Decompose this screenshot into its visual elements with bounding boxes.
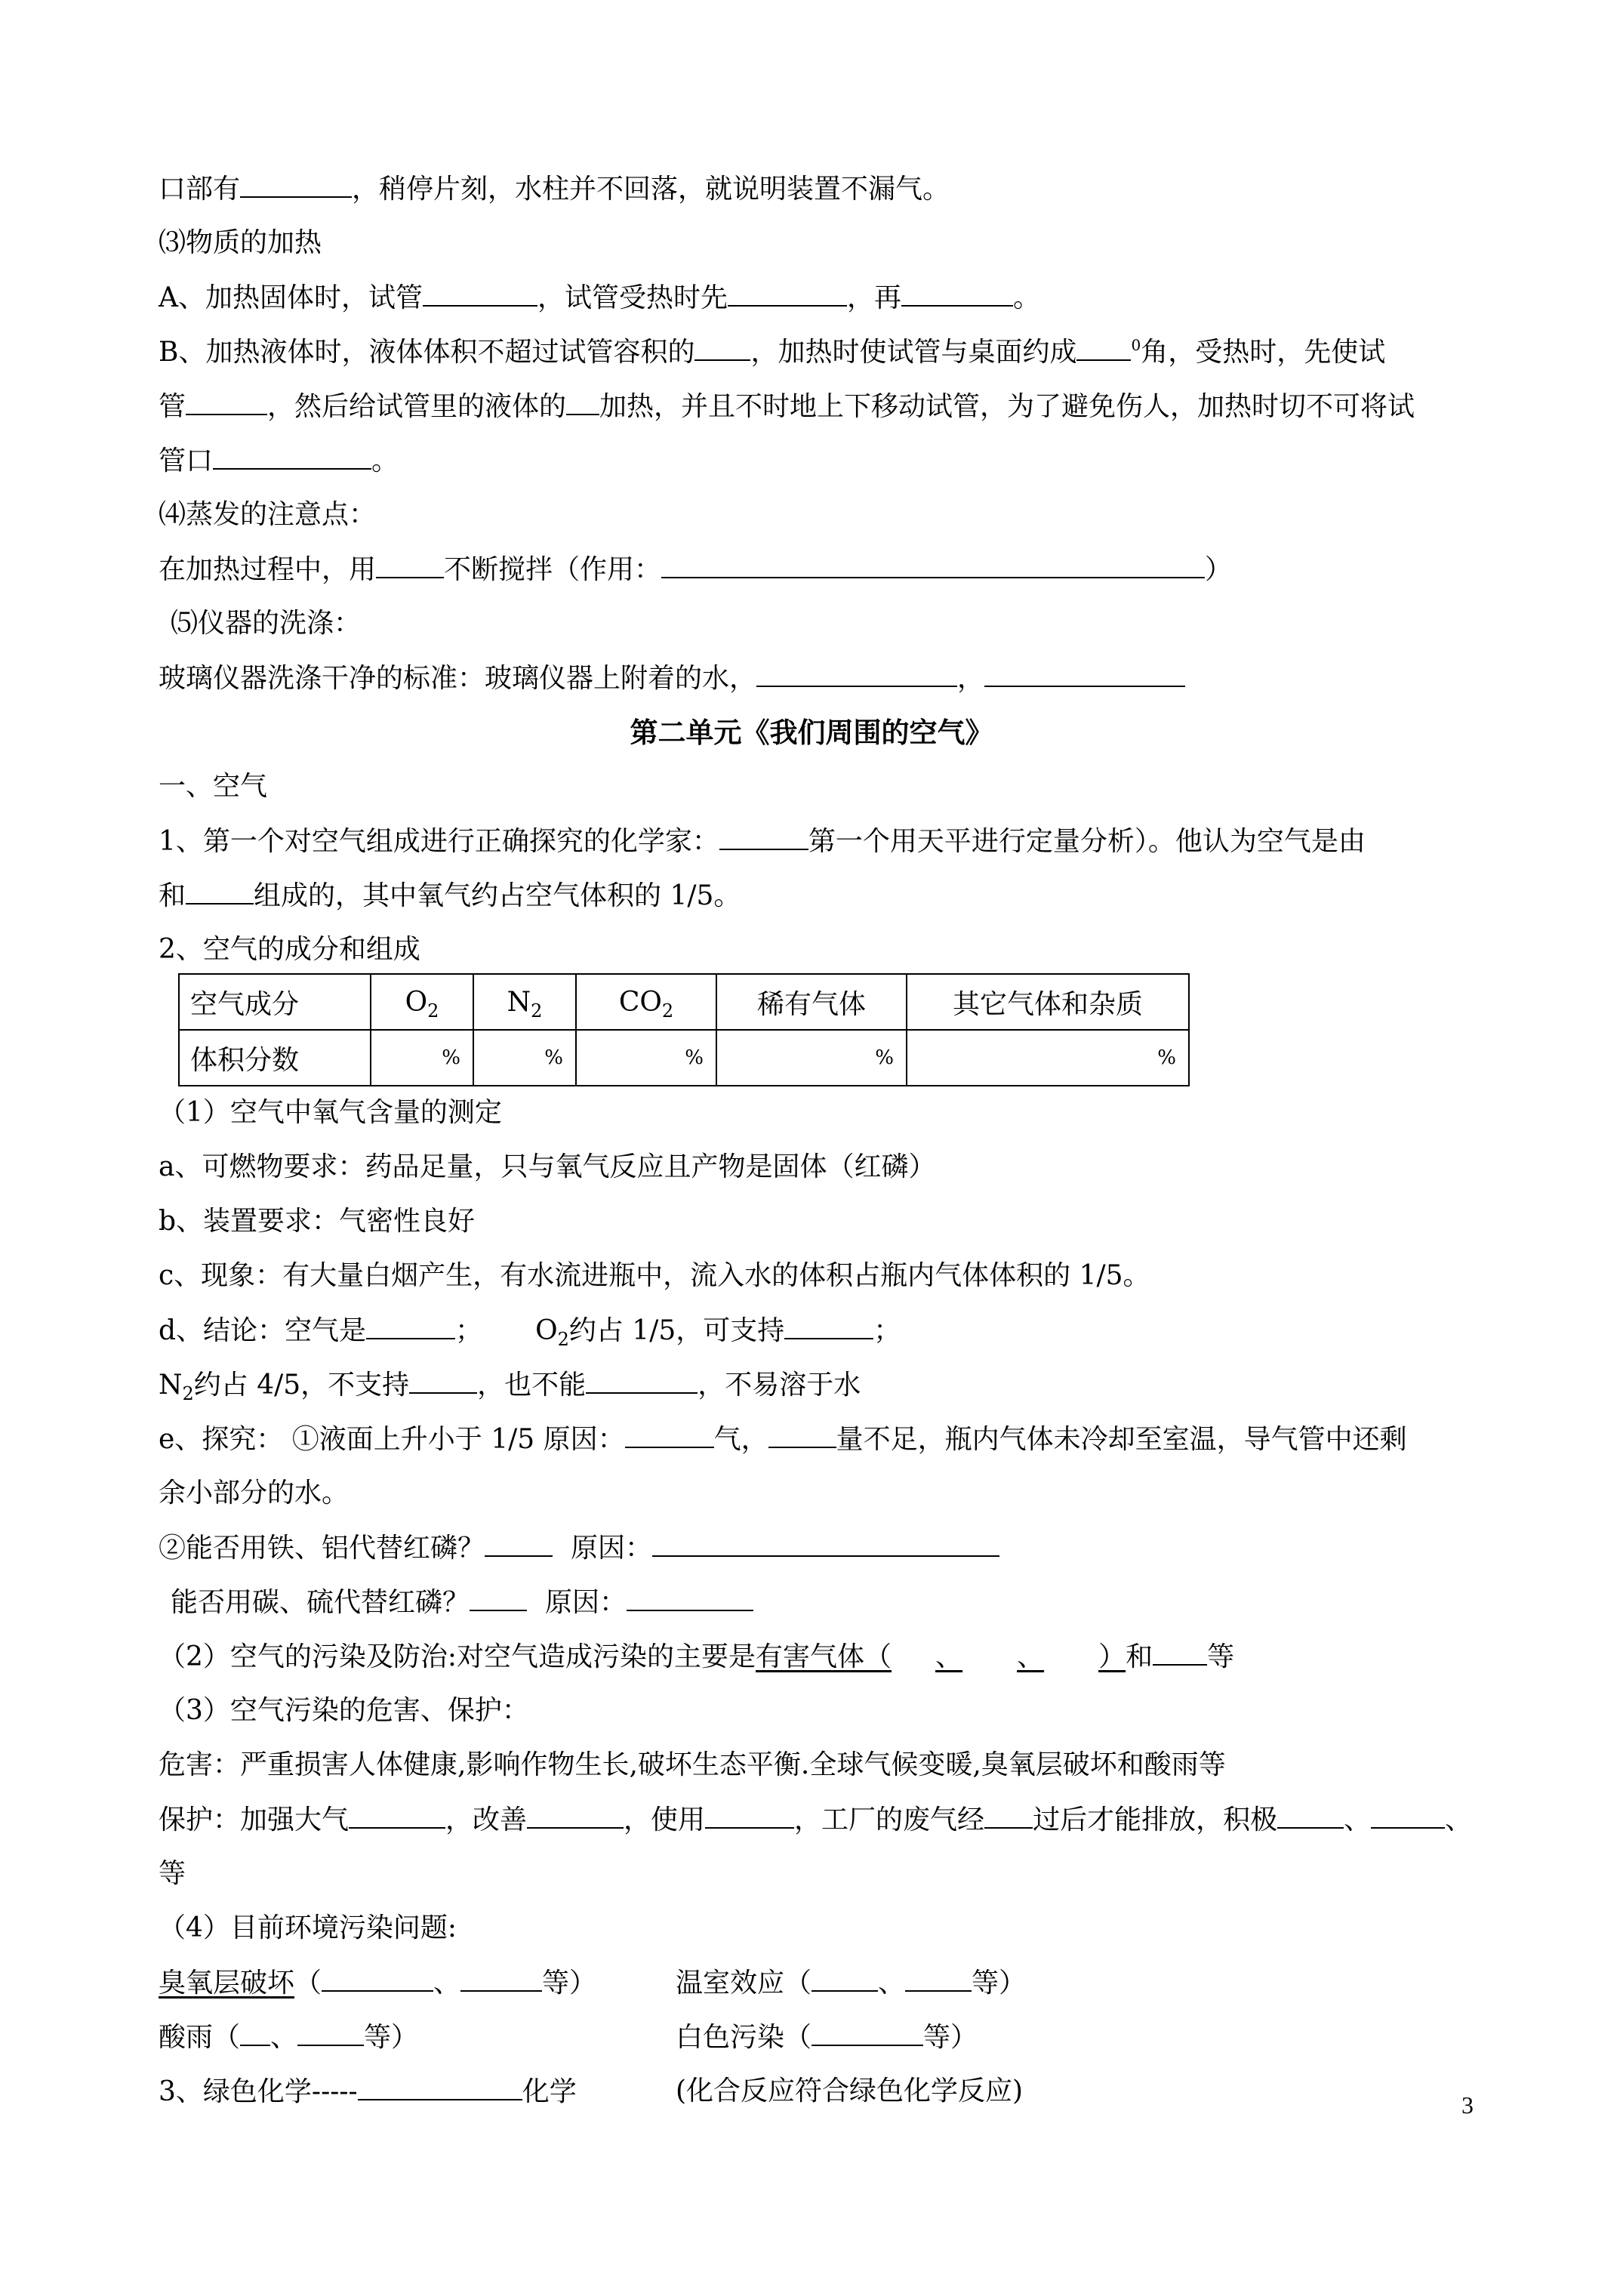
text-line: ②能否用铁、铝代替红磷？ 原因： <box>159 1530 1578 1567</box>
blank <box>297 2019 364 2046</box>
blank <box>652 1530 999 1557</box>
blank <box>376 551 444 578</box>
text-line: A、加热固体时，试管 ，试管受热时先 ，再 。 <box>159 279 1578 316</box>
air-composition-table <box>178 973 1190 1086</box>
blank <box>470 1584 527 1611</box>
blank <box>409 1367 477 1394</box>
text-line: 白色污染（ 等） <box>676 2019 1578 2056</box>
blank <box>213 442 371 470</box>
blank <box>768 1421 836 1448</box>
blank <box>984 1801 1033 1829</box>
blank <box>240 171 352 198</box>
table-header-cell: $O_2$ <box>371 974 473 1030</box>
section-heading: ⑶物质的加热 <box>159 227 322 258</box>
section-heading: ⑸仪器的洗涤： <box>171 608 362 639</box>
section-heading: （3）空气污染的危害、保护： <box>159 1695 529 1726</box>
text-line: 温室效应（ 、 等） <box>676 1965 1578 2002</box>
section-heading: （4）目前环境污染问题: <box>159 1912 457 1943</box>
blank <box>322 1965 433 1992</box>
blank <box>1153 1638 1207 1666</box>
table-cell: % <box>371 1030 473 1086</box>
table-header-cell: 空气成分 <box>179 974 371 1030</box>
blank <box>349 1801 445 1829</box>
blank <box>728 279 847 307</box>
blank <box>694 334 750 361</box>
blank <box>1076 334 1131 361</box>
text-line: 在加热过程中，用 不断搅拌（作用： ） <box>159 551 1578 588</box>
blank <box>240 2019 270 2046</box>
blank <box>812 1965 878 1992</box>
text-line: （2）空气的污染及防治:对空气造成污染的主要是有害气体（ 、 、 ）和 等 <box>159 1638 1578 1675</box>
blank <box>901 279 1013 307</box>
text-line: 3、绿色化学----- 化学 <box>159 2073 1578 2110</box>
blank <box>186 877 254 905</box>
text-line: 口部有 ，稍停片刻，水柱并不回落，就说明装置不漏气。 <box>159 171 1578 208</box>
blank <box>527 1801 624 1829</box>
blank <box>586 1367 698 1394</box>
table-cell: 体积分数 <box>179 1030 371 1086</box>
text-line: d、结论：空气是 ； $O_2$约占 1/5，可支持 ； <box>159 1312 1578 1349</box>
blank <box>705 1801 794 1829</box>
table-cell: % <box>907 1030 1189 1086</box>
text-line: 管口 。 <box>159 442 1578 479</box>
table-row <box>179 974 1189 1030</box>
unit-title: 第二单元《我们周围的空气》 <box>630 716 993 749</box>
text-line: 1、第一个对空气组成进行正确探究的化学家： 第一个用天平进行定量分析）。他认为空气是由 <box>159 823 1578 860</box>
blank <box>186 388 267 415</box>
underlined-text: 臭氧层破坏 <box>159 1968 295 1999</box>
text-line: a、可燃物要求：药品足量，只与氧气反应且产物是固体（红磷） <box>159 1151 936 1182</box>
blank <box>905 1965 972 1992</box>
text-line: b、装置要求：气密性良好 <box>159 1206 476 1237</box>
blank <box>756 660 957 687</box>
table-row <box>179 1030 1189 1086</box>
table-header-cell: 稀有气体 <box>716 974 907 1030</box>
text-line: 玻璃仪器洗涤干净的标准：玻璃仪器上附着的水， ， <box>159 660 1578 697</box>
blank <box>625 1421 714 1448</box>
table-header-cell: 其它气体和杂质 <box>907 974 1189 1030</box>
blank <box>1277 1801 1344 1829</box>
text-line: 危害：严重损害人体健康,影响作物生长,破坏生态平衡.全球气候变暖,臭氧层破坏和酸雨等 <box>159 1749 1226 1780</box>
text-line: 等 <box>159 1858 186 1889</box>
table-header-cell: $N_2$ <box>473 974 576 1030</box>
text-line: 余小部分的水。 <box>159 1478 350 1509</box>
text-line: 能否用碳、硫代替红磷？ 原因： <box>171 1584 1578 1621</box>
text-line: B、加热液体时，液体体积不超过试管容积的 ，加热时使试管与桌面约成 $^0$角，受热时，先使试 <box>159 334 1578 371</box>
blank <box>358 2073 522 2100</box>
table-header-cell: $CO_2$ <box>576 974 716 1030</box>
text-line: (化合反应符合绿色化学反应) <box>676 2076 1024 2106</box>
blank <box>485 1530 553 1557</box>
text-line: 臭氧层破坏（ 、 等） <box>159 1965 1578 2002</box>
blank <box>984 660 1185 687</box>
blank <box>812 2019 923 2046</box>
section-heading: （1）空气中氧气含量的测定 <box>159 1097 502 1128</box>
text-line: $N_2$约占 4/5，不支持 ，也不能 ，不易溶于水 <box>159 1367 1578 1404</box>
blank <box>784 1312 873 1339</box>
section-heading: ⑷蒸发的注意点： <box>159 499 377 530</box>
table-cell: % <box>473 1030 576 1086</box>
text-line: 保护：加强大气 ，改善 ，使用 ，工厂的废气经 过后才能排放，积极 、 、 <box>159 1801 1578 1838</box>
blank <box>627 1584 753 1611</box>
table-cell: % <box>716 1030 907 1086</box>
text-line: 管 ，然后给试管里的液体的 加热，并且不时地上下移动试管，为了避免伤人，加热时切不可将试 <box>159 388 1578 425</box>
underlined-text: 有害气体（ 、 、 ） <box>756 1641 1126 1672</box>
table-cell: % <box>576 1030 716 1086</box>
text-line: c、现象：有大量白烟产生，有水流进瓶中，流入水的体积占瓶内气体体积的 1/5。 <box>159 1260 1150 1291</box>
blank <box>460 1965 542 1992</box>
blank <box>1371 1801 1445 1829</box>
text-line: 2、空气的成分和组成 <box>159 934 420 965</box>
blank <box>661 551 1205 578</box>
text-line: 酸雨（ 、 等） <box>159 2019 1578 2056</box>
blank <box>366 1312 455 1339</box>
section-heading: 一、空气 <box>159 771 268 802</box>
text-line: e、探究： ①液面上升小于 1/5 原因： 气， 量不足，瓶内气体未冷却至室温，导气管中还剩 <box>159 1421 1578 1458</box>
blank <box>719 823 808 850</box>
blank <box>566 388 599 415</box>
text-line: 和 组成的，其中氧气约占空气体积的 1/5。 <box>159 877 1578 914</box>
blank <box>423 279 537 307</box>
page-number: 3 <box>1461 2091 1474 2119</box>
